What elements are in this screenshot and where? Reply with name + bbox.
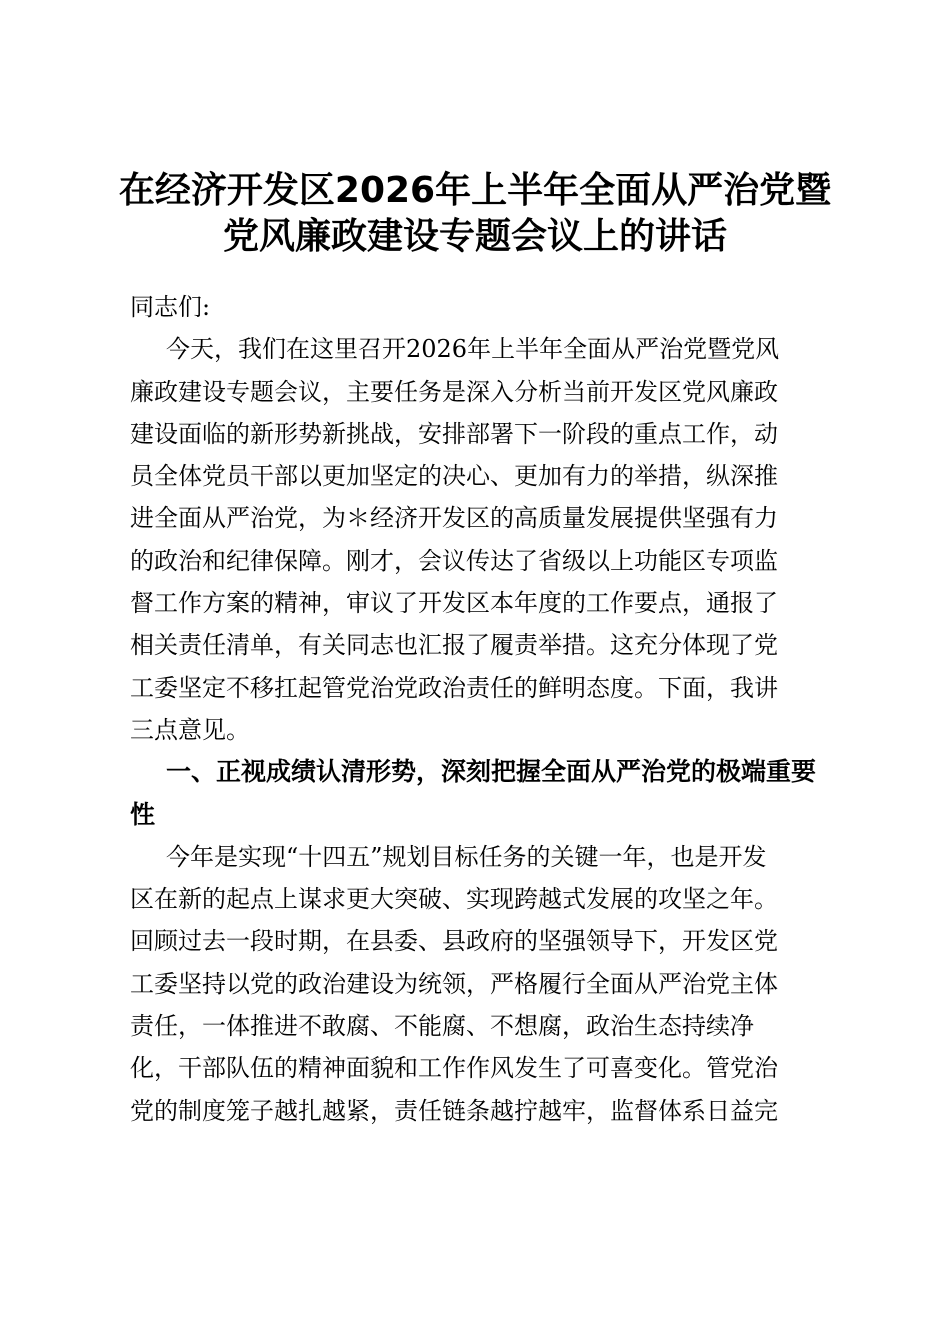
paragraph-2 [130, 836, 820, 1132]
paragraph-line: 廉政建设专题会议，主要任务是深入分析当前开发区党风廉政 [130, 377, 778, 406]
paragraph-line: 的政治和纪律保障。刚才，会议传达了省级以上功能区专项监 [130, 546, 778, 575]
heading-line: 性 [130, 799, 156, 829]
paragraph-line: 责任，一体推进不敢腐、不能腐、不想腐，政治生态持续净 [130, 1012, 754, 1041]
section-heading-1 [130, 751, 820, 836]
paragraph-line: 工委坚持以党的政治建设为统领，严格履行全面从严治党主体 [130, 969, 778, 998]
paragraph-1 [130, 328, 820, 751]
paragraph-line: 回顾过去一段时期，在县委、县政府的坚强领导下，开发区党 [130, 927, 778, 956]
paragraph-line: 今天，我们在这里召开2026年上半年全面从严治党暨党风 [166, 335, 780, 364]
paragraph-line: 区在新的起点上谋求更大突破、实现跨越式发展的攻坚之年。 [130, 885, 778, 914]
paragraph-line: 党的制度笼子越扎越紧，责任链条越拧越牢，监督体系日益完 [130, 1096, 778, 1125]
heading-line: 一、正视成绩认清形势，深刻把握全面从严治党的极端重要 [166, 757, 817, 787]
paragraph-line: 员全体党员干部以更加坚定的决心、更加有力的举措，纵深推 [130, 462, 778, 491]
salutation: 同志们: [130, 293, 211, 321]
title-line-2: 党风廉政建设专题会议上的讲话 [222, 216, 727, 257]
paragraph-line: 今年是实现“十四五”规划目标任务的关键一年，也是开发 [166, 842, 767, 871]
document-title [100, 168, 850, 260]
paragraph-line: 进全面从严治党，为＊经济开发区的高质量发展提供坚强有力 [130, 504, 778, 533]
paragraph-line: 工委坚定不移扛起管党治党政治责任的鲜明态度。下面，我讲 [130, 673, 778, 702]
paragraph-line: 建设面临的新形势新挑战，安排部署下一阶段的重点工作，动 [130, 419, 778, 448]
paragraph-line: 化，干部队伍的精神面貌和工作作风发生了可喜变化。管党治 [130, 1054, 778, 1083]
paragraph-line: 督工作方案的精神，审议了开发区本年度的工作要点，通报了 [130, 589, 778, 618]
document-body [130, 286, 820, 1132]
paragraph-line: 相关责任清单，有关同志也汇报了履责举措。这充分体现了党 [130, 631, 778, 660]
title-line-1: 在经济开发区2026年上半年全面从严治党暨 [118, 170, 832, 211]
paragraph-line: 三点意见。 [130, 715, 250, 744]
